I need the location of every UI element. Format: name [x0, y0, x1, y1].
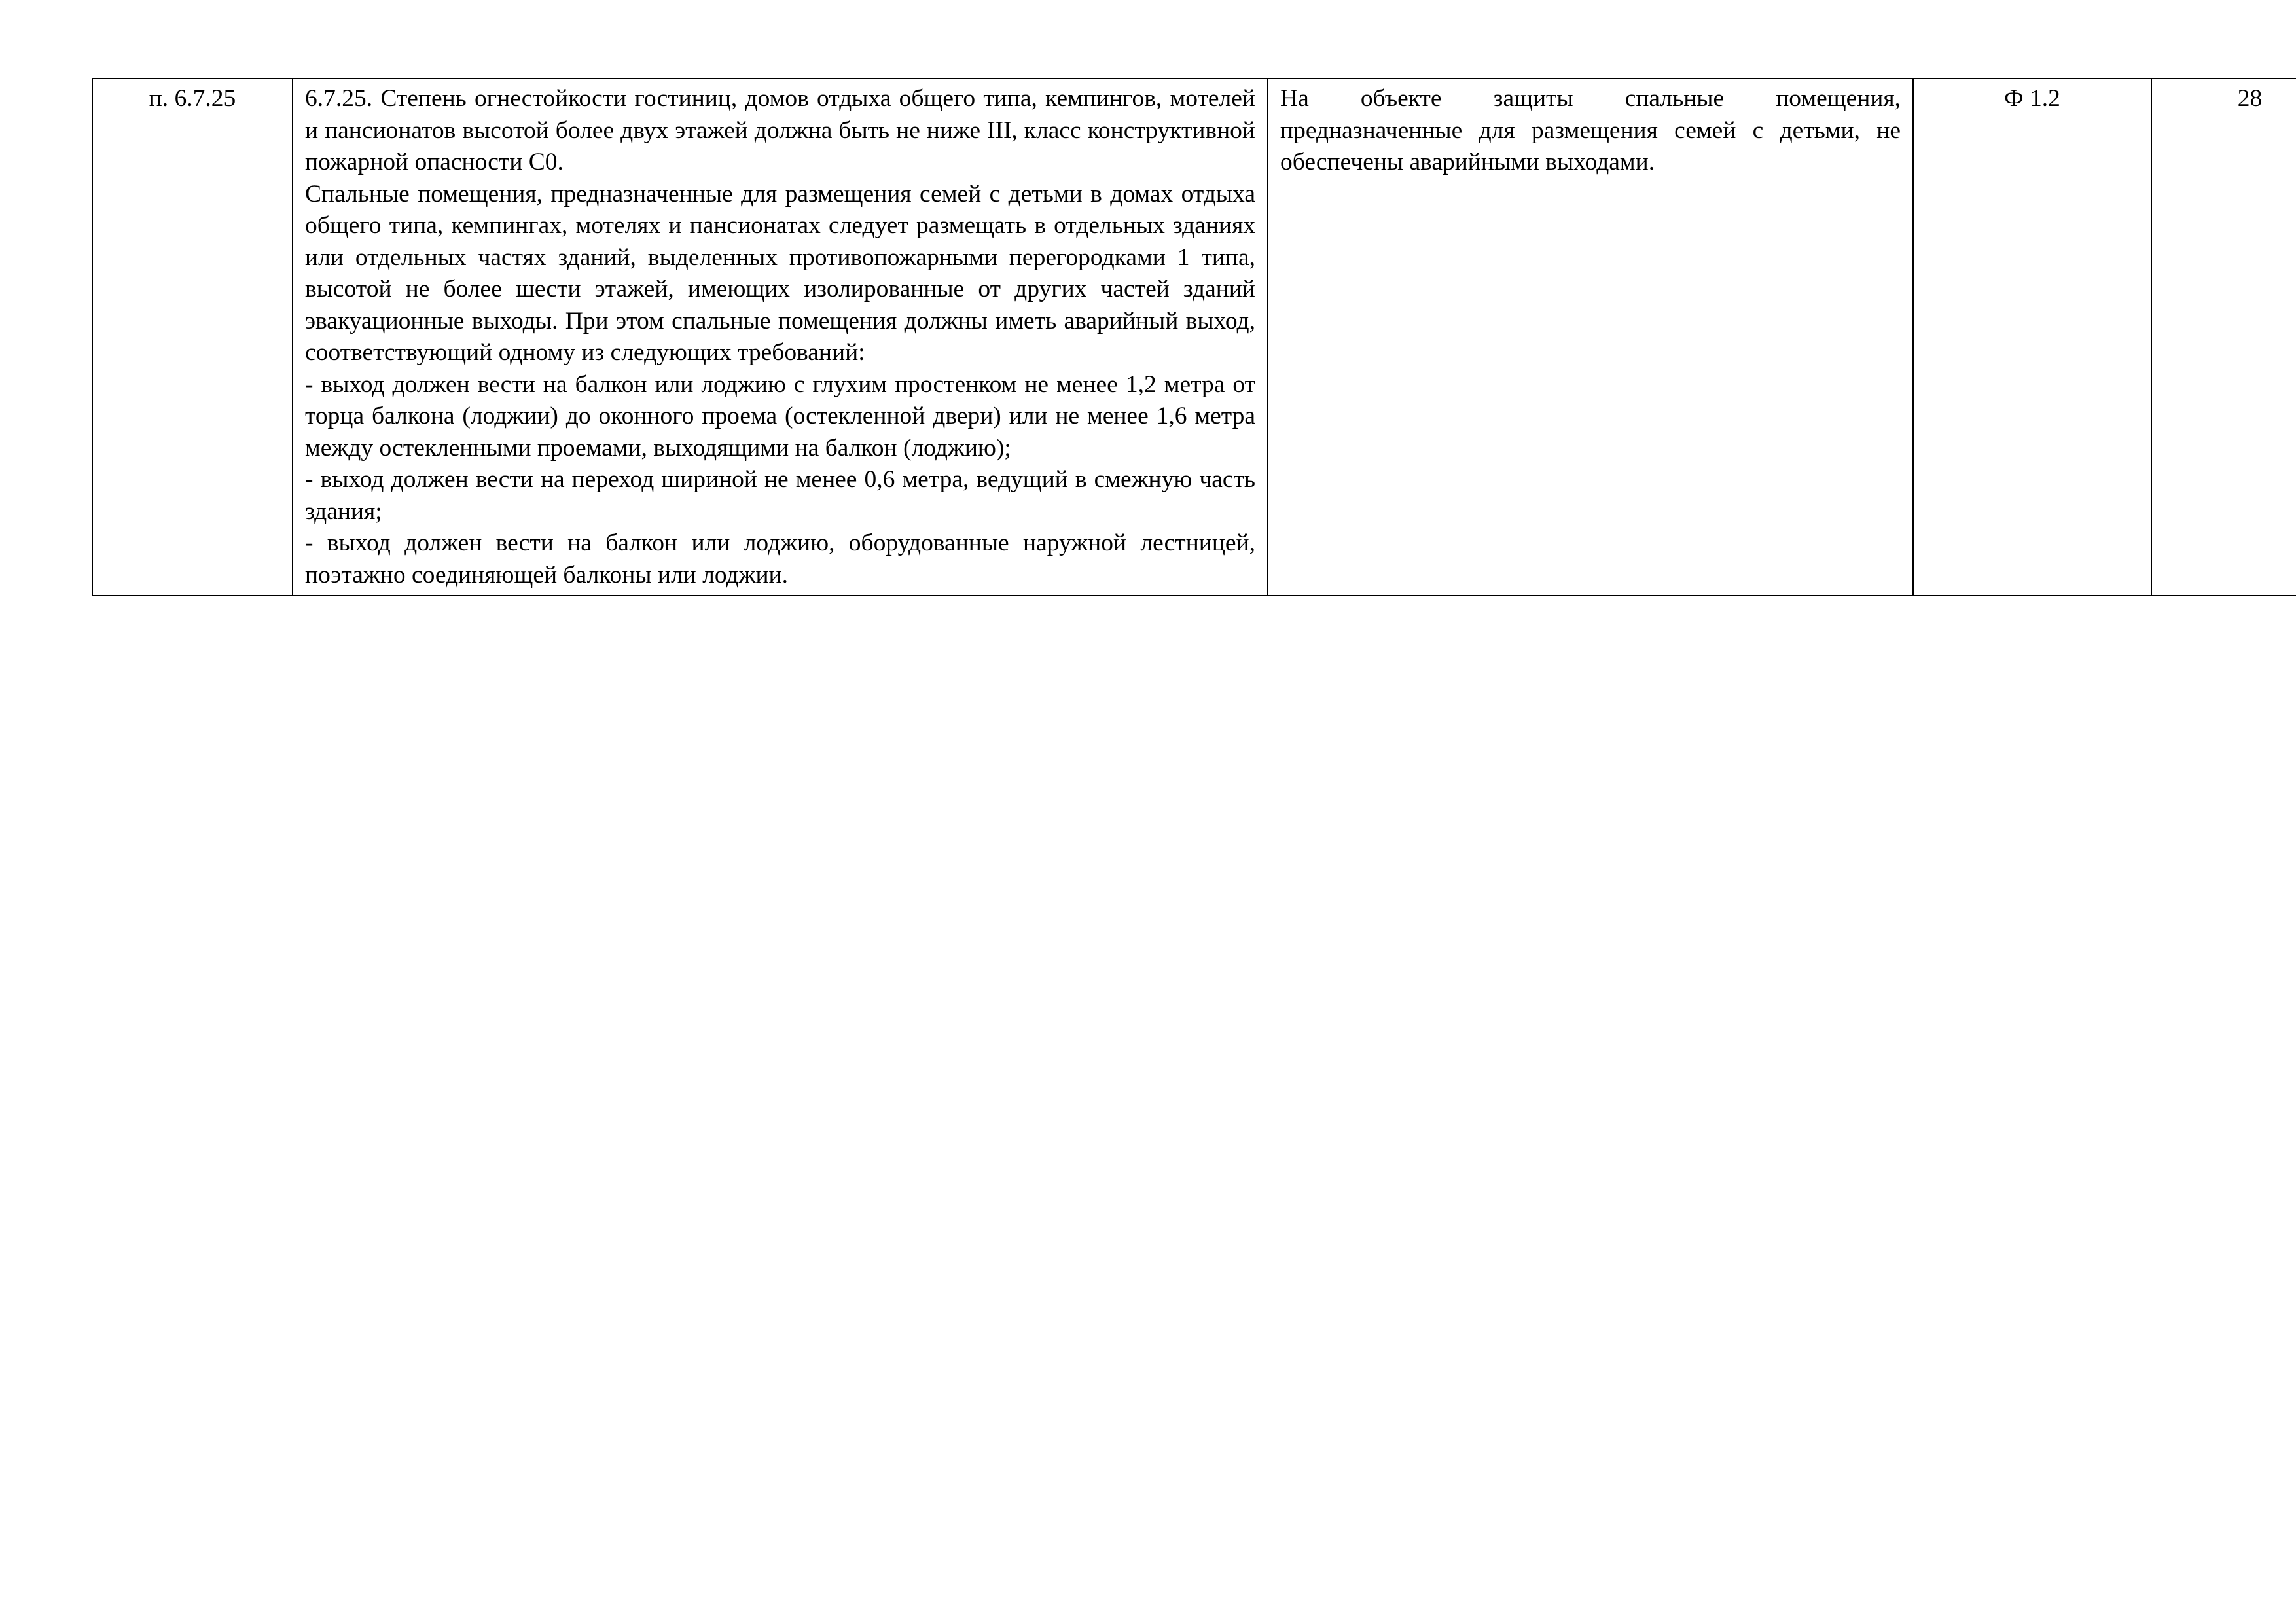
functional-class-cell: Ф 1.2: [1913, 79, 2151, 596]
requirement-paragraph: - выход должен вести на переход шириной не менее 0,6 метра, ведущий в смежную часть здания;: [305, 466, 1255, 525]
row-number-cell: 28: [2151, 79, 2296, 596]
violations-table: [92, 78, 2296, 596]
table-row: [92, 79, 2296, 596]
requirement-paragraph: Спальные помещения, предназначенные для размещения семей с детьми в домах отдыха общего типа, кемпингах, мотелях и пансионатах следует размещать в отдельных зданиях или отдельных частях зданий, выделенных противопожарными перегородками 1 типа, высотой не более шести этажей, имеющих изолированные от других частей зданий эвакуационные выходы. При этом спальные помещения должны иметь аварийный выход, соответствующий одному из следующих требований:: [305, 180, 1255, 366]
requirement-paragraph: - выход должен вести на балкон или лоджию, оборудованные наружной лестницей, поэтажно соединяющей балконы или лоджии.: [305, 530, 1255, 588]
requirement-paragraph: - выход должен вести на балкон или лоджию с глухим простенком не менее 1,2 метра от торца балкона (лоджии) до оконного проема (остекленной двери) или не менее 1,6 метра между остекленными проемами, выходящими на балкон (лоджию);: [305, 370, 1255, 461]
requirement-paragraph: 6.7.25. Степень огнестойкости гостиниц, домов отдыха общего типа, кемпингов, мотелей и пансионатов высотой более двух этажей должна быть не ниже III, класс конструктивной пожарной опасности С0.: [305, 85, 1255, 175]
ref-cell: п. 6.7.25: [92, 79, 293, 596]
requirement-cell: [293, 79, 1268, 596]
violation-cell: На объекте защиты спальные помещения, предназначенные для размещения семей с детьми, не обеспечены аварийными выходами.: [1268, 79, 1913, 596]
